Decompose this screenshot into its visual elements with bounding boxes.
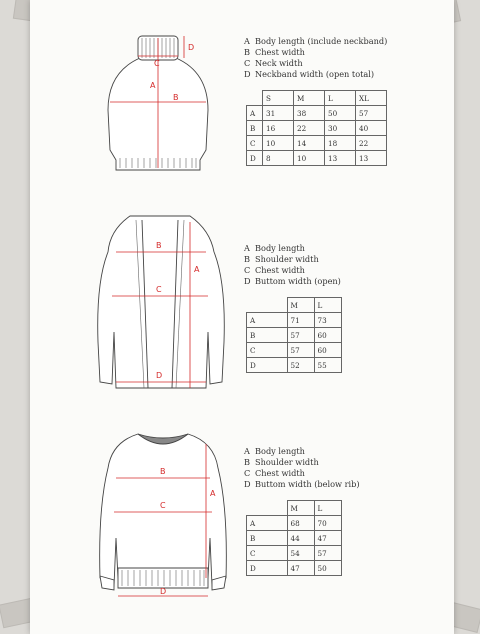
size-header: M (294, 91, 325, 106)
table-cell: 52 (287, 358, 314, 373)
legend-item-a: A Body length (include neckband) (244, 36, 388, 46)
table-cell: 10 (263, 136, 294, 151)
legend-item-b: B Shoulder width (244, 254, 319, 264)
svg-text:D: D (160, 587, 167, 596)
legend-item-d: D Neckband width (open total) (244, 69, 375, 79)
turtleneck-legend (244, 36, 387, 80)
row-label: D (247, 561, 288, 576)
table-row (247, 106, 387, 121)
table-cell: 60 (314, 343, 341, 358)
table-cell: 13 (356, 151, 387, 166)
size-header-row (247, 298, 342, 313)
table-cell: 18 (325, 136, 356, 151)
size-header: L (314, 501, 341, 516)
table-cell: 57 (287, 328, 314, 343)
table-cell: 55 (314, 358, 341, 373)
svg-text:A: A (194, 265, 200, 274)
size-header: L (314, 298, 341, 313)
svg-text:C: C (154, 59, 160, 68)
size-header: M (287, 501, 314, 516)
row-label: C (247, 546, 288, 561)
cardigan-diagram (90, 212, 230, 398)
table-row (247, 358, 342, 373)
table-cell: 22 (294, 121, 325, 136)
row-label: B (247, 121, 263, 136)
row-label: C (247, 343, 288, 358)
legend-item-d: D Buttom width (open) (244, 276, 341, 286)
svg-text:C: C (160, 501, 166, 510)
table-corner (247, 91, 263, 106)
legend-item-c: C Chest width (244, 265, 305, 275)
table-row (247, 531, 342, 546)
table-cell: 57 (356, 106, 387, 121)
row-label: B (247, 531, 288, 546)
table-cell: 44 (287, 531, 314, 546)
row-label: B (247, 328, 288, 343)
legend-item-a: A Body length (244, 446, 305, 456)
cardigan-legend (244, 243, 341, 287)
table-cell: 70 (314, 516, 341, 531)
row-label: A (247, 516, 288, 531)
table-cell: 14 (294, 136, 325, 151)
size-header-row (247, 501, 342, 516)
table-cell: 10 (294, 151, 325, 166)
table-cell: 57 (314, 546, 341, 561)
table-row (247, 343, 342, 358)
legend-item-b: B Chest width (244, 47, 305, 57)
size-header: L (325, 91, 356, 106)
legend-item-a: A Body length (244, 243, 305, 253)
legend-item-b: B Shoulder width (244, 457, 319, 467)
legend-item-d: D Buttom width (below rib) (244, 479, 360, 489)
table-cell: 16 (263, 121, 294, 136)
row-label: D (247, 358, 288, 373)
table-cell: 22 (356, 136, 387, 151)
svg-text:A: A (210, 489, 216, 498)
turtleneck-size-table (246, 90, 387, 166)
row-label: C (247, 136, 263, 151)
table-cell: 31 (263, 106, 294, 121)
row-label: A (247, 313, 288, 328)
table-row (247, 516, 342, 531)
table-cell: 47 (287, 561, 314, 576)
table-cell: 40 (356, 121, 387, 136)
table-row (247, 561, 342, 576)
table-row (247, 546, 342, 561)
table-row (247, 328, 342, 343)
svg-text:B: B (173, 93, 179, 102)
svg-text:B: B (160, 467, 166, 476)
sweater-diagram (94, 428, 234, 602)
table-corner (247, 298, 288, 313)
table-cell: 54 (287, 546, 314, 561)
size-header: S (263, 91, 294, 106)
table-cell: 57 (287, 343, 314, 358)
svg-text:D: D (188, 43, 195, 52)
row-label: D (247, 151, 263, 166)
table-cell: 68 (287, 516, 314, 531)
cardigan-size-table (246, 297, 342, 373)
table-cell: 50 (325, 106, 356, 121)
row-label: A (247, 106, 263, 121)
table-cell: 60 (314, 328, 341, 343)
table-cell: 50 (314, 561, 341, 576)
table-cell: 38 (294, 106, 325, 121)
size-header: M (287, 298, 314, 313)
sweater-size-table (246, 500, 342, 576)
table-cell: 71 (287, 313, 314, 328)
size-chart-sheet (30, 0, 454, 634)
table-row (247, 313, 342, 328)
legend-item-c: C Neck width (244, 58, 303, 68)
table-cell: 73 (314, 313, 341, 328)
legend-item-c: C Chest width (244, 468, 305, 478)
table-row (247, 121, 387, 136)
turtleneck-diagram (100, 30, 240, 180)
table-cell: 13 (325, 151, 356, 166)
table-cell: 47 (314, 531, 341, 546)
svg-text:D: D (156, 371, 163, 380)
size-header-row (247, 91, 387, 106)
size-header: XL (356, 91, 387, 106)
table-cell: 8 (263, 151, 294, 166)
table-row (247, 136, 387, 151)
svg-text:A: A (150, 81, 156, 90)
svg-text:B: B (156, 241, 162, 250)
table-corner (247, 501, 288, 516)
table-row (247, 151, 387, 166)
svg-text:C: C (156, 285, 162, 294)
sweater-legend (244, 446, 360, 490)
table-cell: 30 (325, 121, 356, 136)
